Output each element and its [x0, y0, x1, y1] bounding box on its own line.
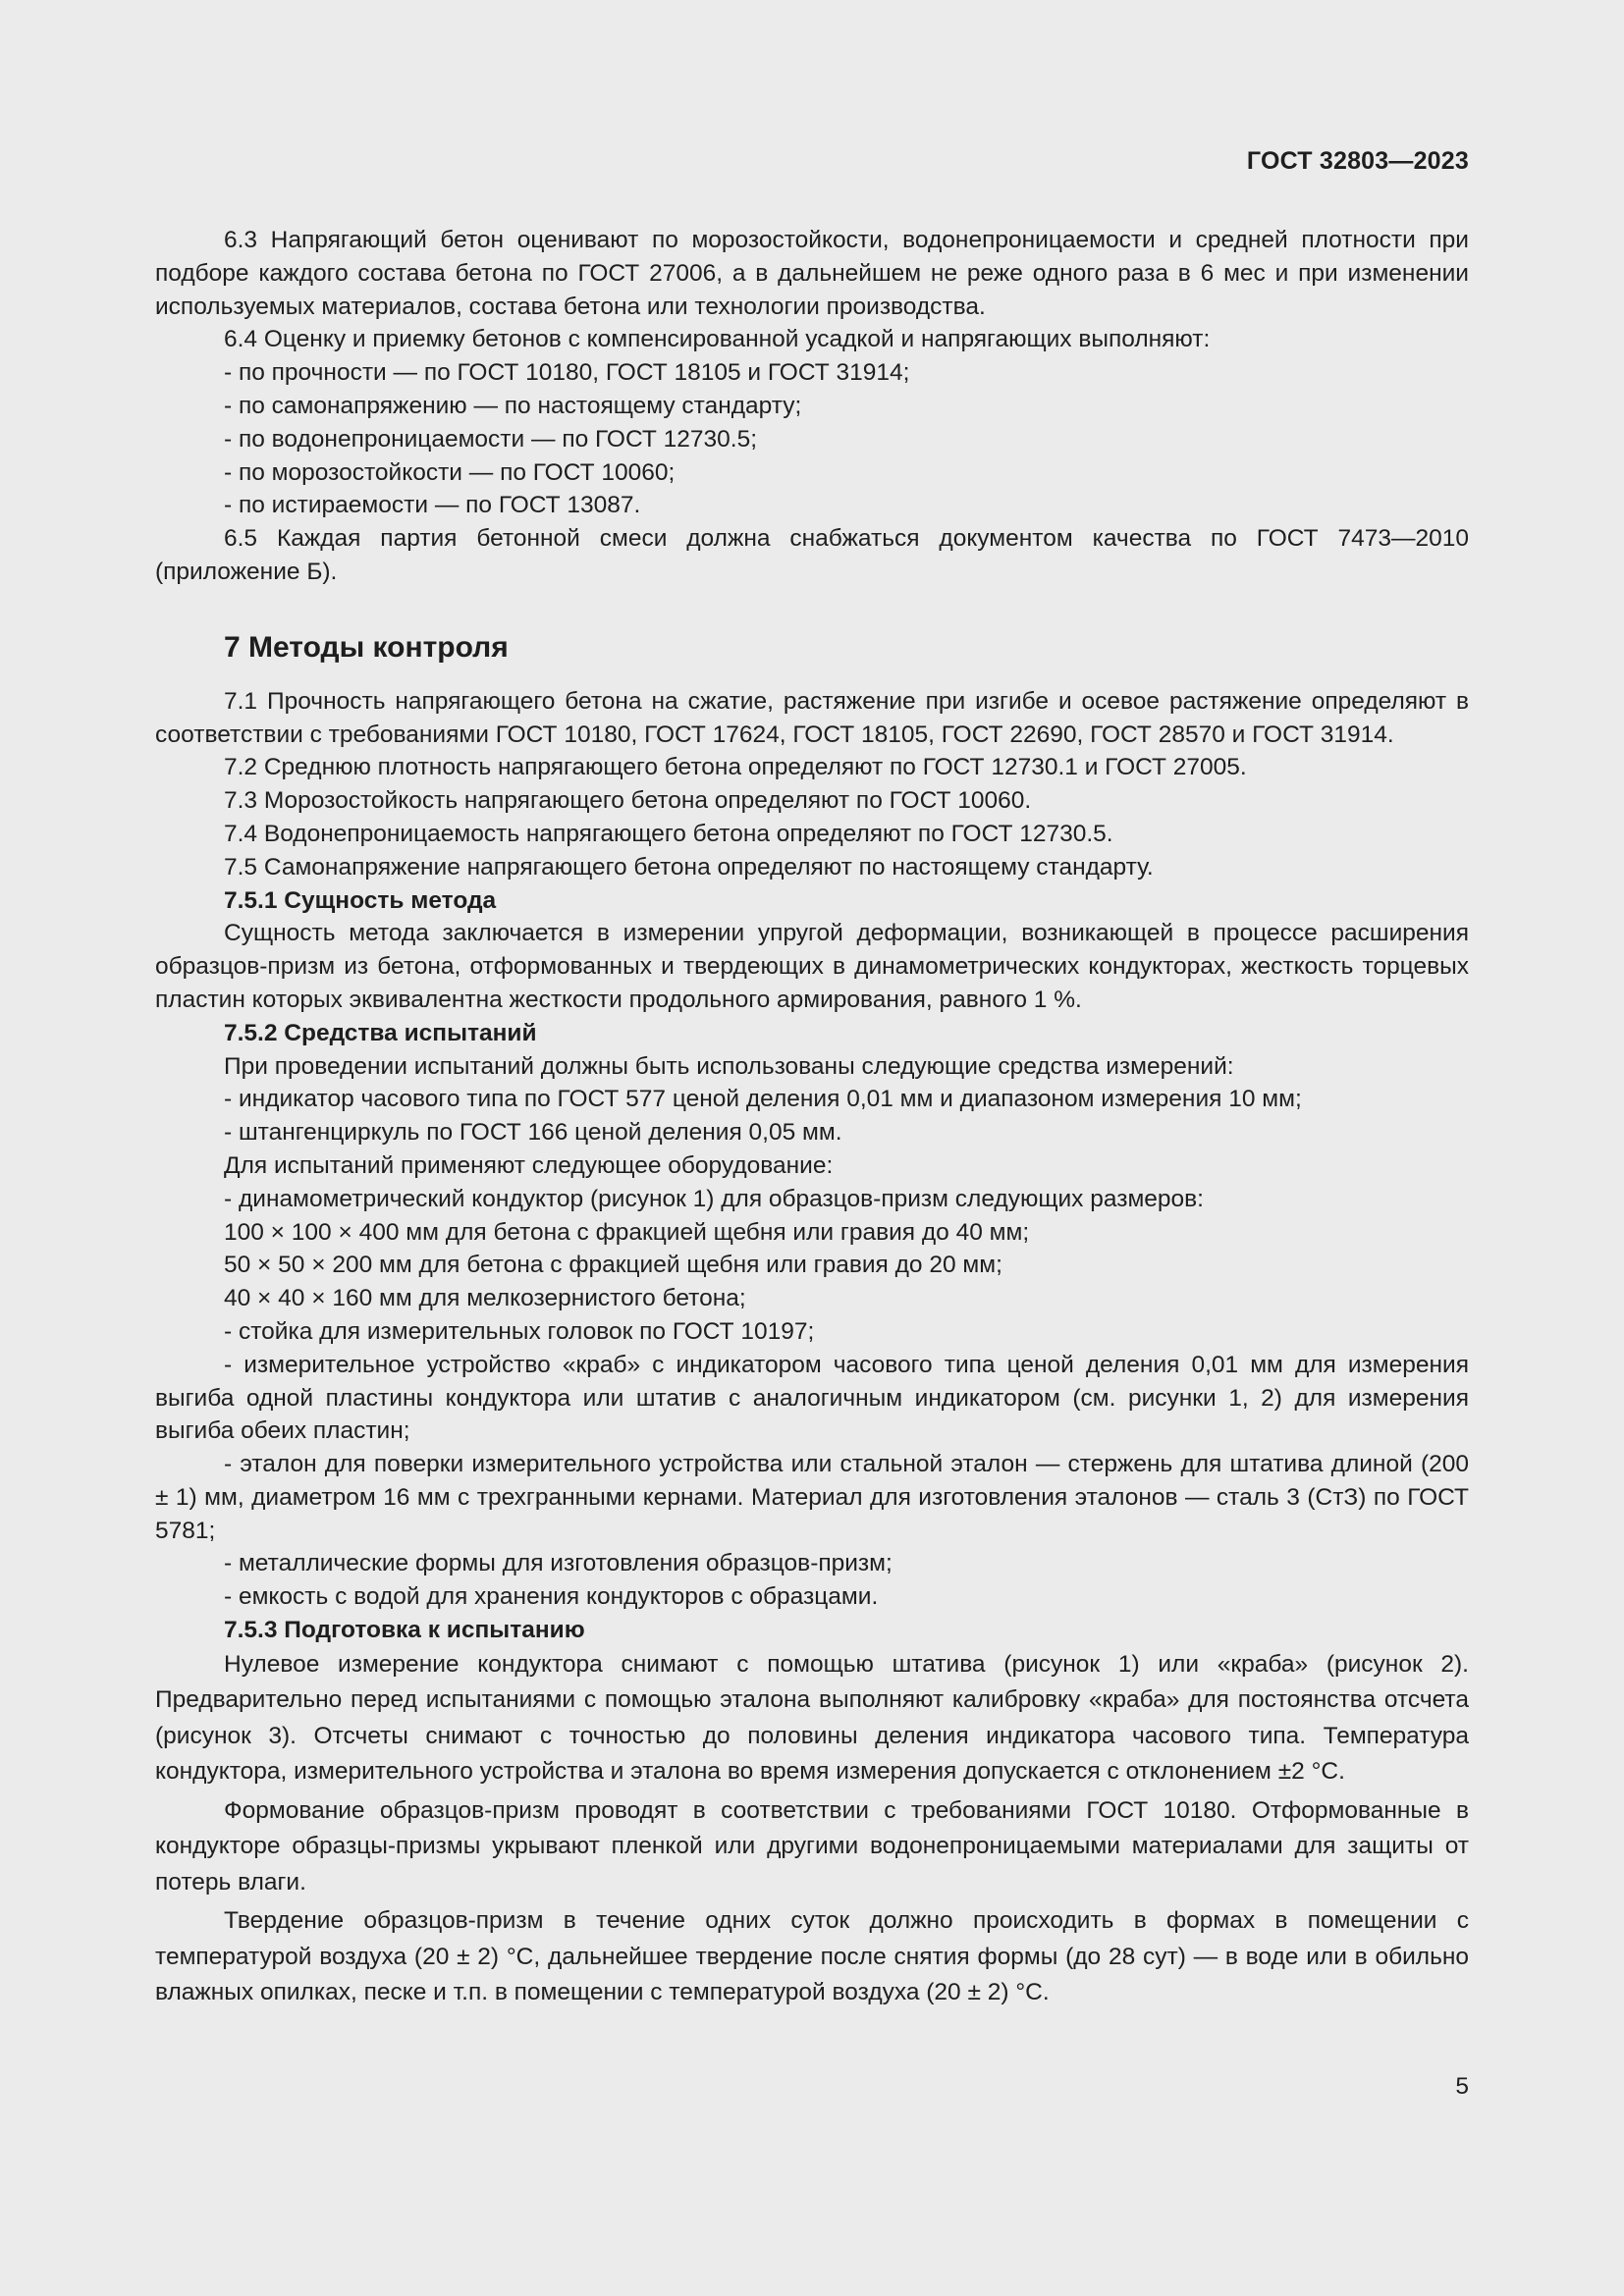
list-item: - индикатор часового типа по ГОСТ 577 ценой деления 0,01 мм и диапазоном измерения 10 мм;: [224, 1086, 1302, 1113]
list-item: - динамометрический кондуктор (рисунок 1) для образцов-призм следующих размеров:: [224, 1185, 1204, 1212]
list-item-etalon: - эталон для поверки измерительного устройства или стальной эталон — стержень для штатива длиной (200 ± 1) мм, диаметром 16 мм с трехгранными кернами. Материал для изготовления эталонов — сталь 3 (СтЗ) по ГОСТ 5781;: [155, 1451, 1469, 1544]
paragraph-7-2: 7.2 Среднюю плотность напрягающего бетона определяют по ГОСТ 12730.1 и ГОСТ 27005.: [224, 754, 1247, 781]
subsection-heading: 7.5.3 Подготовка к испытанию: [224, 1617, 585, 1644]
paragraph-6-4: 6.4 Оценку и приемку бетонов с компенсированной усадкой и напрягающих выполняют:: [224, 326, 1211, 353]
document-header: ГОСТ 32803—2023: [1246, 147, 1469, 175]
list-item: - штангенциркуль по ГОСТ 166 ценой деления 0,05 мм.: [224, 1119, 842, 1147]
paragraph-6-5: 6.5 Каждая партия бетонной смеси должна снабжаться документом качества по ГОСТ 7473—2010 (приложение Б).: [155, 525, 1469, 585]
list-item: - по истираемости — по ГОСТ 13087.: [224, 492, 641, 519]
paragraph-7-4: 7.4 Водонепроницаемость напрягающего бетона определяют по ГОСТ 12730.5.: [224, 820, 1113, 847]
list-item: - по самонапряжению — по настоящему стандарту;: [224, 392, 802, 419]
size-line: 100 × 100 × 400 мм для бетона с фракцией щебня или гравия до 40 мм;: [224, 1218, 1030, 1246]
size-line: 50 × 50 × 200 мм для бетона с фракцией щебня или гравия до 20 мм;: [224, 1252, 1002, 1279]
paragraph-6-3: 6.3 Напрягающий бетон оценивают по морозостойкости, водонепроницаемости и средней плотности при подборе каждого состава бетона по ГОСТ 27006, а в дальнейшем не реже одного раза в 6 мес и при изменении используемых материалов, состава бетона или технологии производства.: [155, 227, 1469, 320]
paragraph-forming: Формование образцов-призм проводят в соответствии с требованиями ГОСТ 10180. Отформованные в кондукторе образцы-призмы укрывают пленкой или другими водонепроницаемыми материалами для защиты от потерь влаги.: [155, 1796, 1469, 1896]
paragraph-instruments-intro: При проведении испытаний должны быть использованы следующие средства измерений:: [224, 1052, 1234, 1080]
list-item: - стойка для измерительных головок по ГОСТ 10197;: [224, 1317, 815, 1345]
paragraph-7-1: 7.1 Прочность напрягающего бетона на сжатие, растяжение при изгибе и осевое растяжение определяют в соответствии с требованиями ГОСТ 10180, ГОСТ 17624, ГОСТ 18105, ГОСТ 22690, ГОСТ 28570 и ГОСТ 31914.: [155, 687, 1469, 748]
list-item: - емкость с водой для хранения кондукторов с образцами.: [224, 1583, 879, 1611]
subsection-heading: 7.5.2 Средства испытаний: [224, 1019, 537, 1046]
paragraph-7-5: 7.5 Самонапряжение напрягающего бетона определяют по настоящему стандарту.: [224, 853, 1154, 881]
list-item: - по морозостойкости — по ГОСТ 10060;: [224, 458, 676, 486]
paragraph-zero-measurement: Нулевое измерение кондуктора снимают с помощью штатива (рисунок 1) или «краба» (рисунок 2). Предварительно перед испытаниями с помощью эталона выполняют калибровку «краба» для постоянства отсчета (рисунок 3). Отсчеты снимают с точностью до половины деления индикатора часового типа. Температура кондуктора, измерительного устройства и эталона во время измерения допускается с отклонением ±2 °С.: [155, 1650, 1469, 1786]
page-number: 5: [1455, 2073, 1469, 2100]
list-item: - по прочности — по ГОСТ 10180, ГОСТ 18105 и ГОСТ 31914;: [224, 359, 910, 387]
size-line: 40 × 40 × 160 мм для мелкозернистого бетона;: [224, 1285, 746, 1312]
subsection-heading: 7.5.1 Сущность метода: [224, 886, 497, 914]
paragraph-equipment-intro: Для испытаний применяют следующее оборудование:: [224, 1151, 834, 1179]
paragraph-hardening: Твердение образцов-призм в течение одних суток должно происходить в формах в помещении с температурой воздуха (20 ± 2) °С, дальнейшее твердение после снятия формы (до 28 сут) — в воде или в обильно влажных опилках, песке и т.п. в помещении с температурой воздуха (20 ± 2) °С.: [155, 1907, 1469, 2006]
preparation-block: [155, 1647, 1469, 2011]
paragraph-7-3: 7.3 Морозостойкость напрягающего бетона определяют по ГОСТ 10060.: [224, 787, 1032, 815]
section-title: 7 Методы контроля: [224, 630, 509, 664]
paragraph-method-essence: Сущность метода заключается в измерении упругой деформации, возникающей в процессе расширения образцов-призм из бетона, отформованных и твердеющих в динамометрических кондукторах, жесткость торцевых пластин которых эквивалентна жесткости продольного армирования, равного 1 %.: [155, 920, 1469, 1013]
page-content: [155, 224, 1469, 2014]
list-item: - по водонепроницаемости — по ГОСТ 12730.5;: [224, 425, 757, 453]
list-item-crab: - измерительное устройство «краб» с индикатором часового типа ценой деления 0,01 мм для измерения выгиба одной пластины кондуктора или штатив с аналогичным индикатором (см. рисунки 1, 2) для измерения выгиба обеих пластин;: [155, 1351, 1469, 1445]
list-item: - металлические формы для изготовления образцов-призм;: [224, 1550, 893, 1577]
